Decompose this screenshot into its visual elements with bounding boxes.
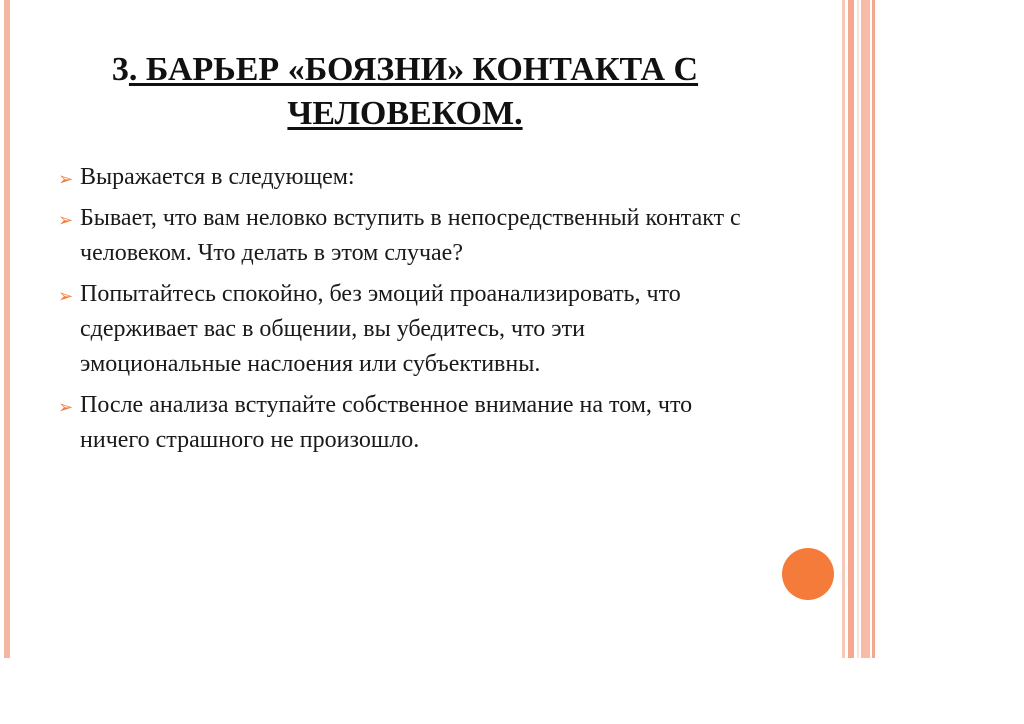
right-stripe xyxy=(842,0,845,658)
slide-title xyxy=(60,48,750,136)
bullet-text: Бывает, что вам неловко вступить в непосредственный контакт с человеком. Что делать в этом случае? xyxy=(80,205,741,266)
list-item xyxy=(58,388,748,458)
list-item xyxy=(58,277,748,382)
list-item xyxy=(58,160,748,195)
title-text: . БАРЬЕР «БОЯЗНИ» КОНТАКТА С ЧЕЛОВЕКОМ. xyxy=(128,51,699,132)
decorative-circle xyxy=(782,548,834,600)
arrowhead-bullet-icon: ➢ xyxy=(58,169,74,189)
bullet-text: После анализа вступайте собственное внимание на том, что ничего страшного не произошло. xyxy=(80,392,693,453)
bullet-list xyxy=(58,160,748,464)
left-accent-bar xyxy=(4,0,10,658)
right-stripe xyxy=(861,0,870,658)
right-stripe xyxy=(872,0,875,658)
bullet-text: Попытайтесь спокойно, без эмоций проанализировать, что сдерживает вас в общении, вы убедитесь, что эти эмоциональные наслоения или субъективны. xyxy=(80,281,681,377)
right-stripe xyxy=(857,0,859,658)
bullet-text: Выражается в следующем: xyxy=(80,164,355,190)
arrowhead-bullet-icon: ➢ xyxy=(58,210,74,230)
list-item xyxy=(58,201,748,271)
title-number: 3 xyxy=(111,51,129,88)
arrowhead-bullet-icon: ➢ xyxy=(58,397,74,417)
arrowhead-bullet-icon: ➢ xyxy=(58,286,74,306)
right-stripe xyxy=(848,0,854,658)
